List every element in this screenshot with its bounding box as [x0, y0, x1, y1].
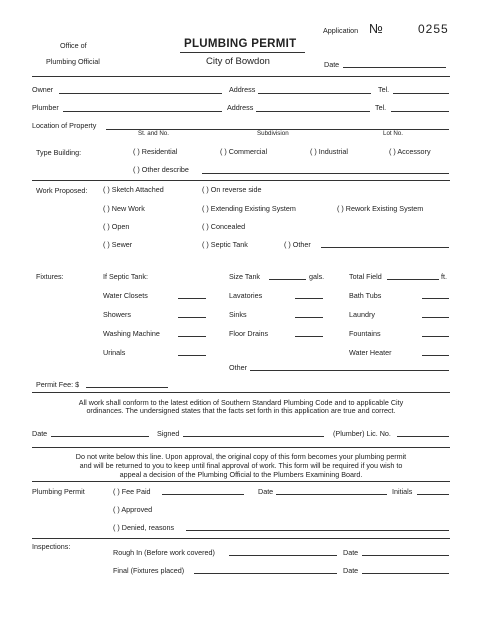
- office-line2: Plumbing Official: [46, 57, 100, 66]
- application-label: Application: [323, 26, 359, 35]
- type-other-option[interactable]: ( ) Other describe: [133, 165, 189, 174]
- type-other-field[interactable]: [202, 173, 449, 174]
- plumber-label: Plumber: [32, 103, 59, 112]
- city-name: City of Bowdon: [206, 56, 270, 67]
- fee-paid-option[interactable]: ( ) Fee Paid: [113, 487, 151, 496]
- final-field[interactable]: [194, 573, 337, 574]
- denied-reasons-field[interactable]: [186, 530, 449, 531]
- work-sketch-attached-option[interactable]: ( ) Sketch Attached: [103, 185, 164, 194]
- inspections-label: Inspections:: [32, 542, 71, 551]
- office-date-label: Date: [258, 487, 274, 496]
- initials-field[interactable]: [417, 494, 449, 495]
- type-building-label: Type Building:: [36, 148, 82, 157]
- license-field[interactable]: [397, 436, 449, 437]
- fixture-water-heater-field[interactable]: [422, 355, 449, 356]
- owner-label: Owner: [32, 85, 54, 94]
- fixture-sinks: Sinks: [229, 310, 247, 319]
- final-date-field[interactable]: [362, 573, 449, 574]
- total-field-label: Total Field: [349, 272, 382, 281]
- final-date-label: Date: [343, 566, 359, 575]
- signed-field[interactable]: [183, 436, 324, 437]
- fixture-showers: Showers: [103, 310, 131, 319]
- header-divider: [32, 76, 450, 77]
- title-underline: [180, 52, 305, 53]
- fixtures-label: Fixtures:: [36, 272, 64, 281]
- work-extending-option[interactable]: ( ) Extending Existing System: [202, 204, 296, 213]
- type-commercial-option[interactable]: ( ) Commercial: [220, 147, 268, 156]
- signature-date-field[interactable]: [51, 436, 149, 437]
- permit-fee-field[interactable]: [86, 387, 168, 388]
- work-open-option[interactable]: ( ) Open: [103, 222, 130, 231]
- if-septic-label: If Septic Tank:: [103, 272, 149, 281]
- fixture-washing-machine-field[interactable]: [178, 336, 206, 337]
- section-divider-3: [32, 447, 450, 448]
- fixture-bath-tubs-field[interactable]: [422, 298, 449, 299]
- section-divider-4: [32, 481, 450, 482]
- fixture-urinals: Urinals: [103, 348, 126, 357]
- fixture-fountains-field[interactable]: [422, 336, 449, 337]
- section-divider-5: [32, 538, 450, 539]
- fixture-floor-drains-field[interactable]: [295, 336, 323, 337]
- fee-paid-field[interactable]: [162, 494, 244, 495]
- plumber-address-label: Address: [227, 103, 254, 112]
- rough-in-date-field[interactable]: [362, 555, 449, 556]
- work-other-field[interactable]: [321, 247, 449, 248]
- work-reverse-side-option[interactable]: ( ) On reverse side: [202, 185, 262, 194]
- plumber-address-field[interactable]: [256, 111, 370, 112]
- fixture-laundry-field[interactable]: [422, 317, 449, 318]
- signed-label: Signed: [157, 429, 180, 438]
- license-label: (Plumber) Lic. No.: [333, 429, 391, 438]
- location-street-caption: St. and No.: [138, 130, 169, 137]
- page-title: PLUMBING PERMIT: [184, 38, 297, 50]
- type-residential-option[interactable]: ( ) Residential: [133, 147, 178, 156]
- work-septic-tank-option[interactable]: ( ) Septic Tank: [202, 240, 248, 249]
- plumber-field[interactable]: [63, 111, 222, 112]
- fixture-showers-field[interactable]: [178, 317, 206, 318]
- work-new-work-option[interactable]: ( ) New Work: [103, 204, 145, 213]
- fixture-other-field[interactable]: [250, 370, 449, 371]
- final-label: Final (Fixtures placed): [113, 566, 185, 575]
- plumbing-permit-label: Plumbing Permit: [32, 487, 85, 496]
- work-proposed-label: Work Proposed:: [36, 186, 88, 195]
- fixture-water-closets: Water Closets: [103, 291, 148, 300]
- fixture-water-heater: Water Heater: [349, 348, 392, 357]
- header-date-label: Date: [324, 60, 340, 69]
- fixture-lavatories-field[interactable]: [295, 298, 323, 299]
- owner-address-field[interactable]: [258, 93, 371, 94]
- gals-unit: gals.: [309, 272, 325, 281]
- fixture-urinals-field[interactable]: [178, 355, 206, 356]
- conformance-line2: ordinances. The undersigned states that the facts set forth in this application are true and correct.: [86, 406, 396, 415]
- owner-field[interactable]: [59, 93, 222, 94]
- owner-tel-field[interactable]: [393, 93, 449, 94]
- work-concealed-option[interactable]: ( ) Concealed: [202, 222, 246, 231]
- section-divider-1: [32, 180, 450, 181]
- total-field-input[interactable]: [387, 279, 439, 280]
- section-divider-2: [32, 392, 450, 393]
- signature-date-label: Date: [32, 429, 48, 438]
- fixture-other-label: Other: [229, 363, 247, 372]
- office-line1: Office of: [60, 41, 87, 50]
- work-sewer-option[interactable]: ( ) Sewer: [103, 240, 133, 249]
- fixture-sinks-field[interactable]: [295, 317, 323, 318]
- plumber-tel-field[interactable]: [391, 111, 449, 112]
- location-label: Location of Property: [32, 121, 97, 130]
- initials-label: Initials: [392, 487, 413, 496]
- fixture-bath-tubs: Bath Tubs: [349, 291, 382, 300]
- rough-in-field[interactable]: [229, 555, 337, 556]
- size-tank-label: Size Tank: [229, 272, 261, 281]
- fixture-floor-drains: Floor Drains: [229, 329, 269, 338]
- office-date-field[interactable]: [276, 494, 387, 495]
- notice-line3: appeal a decision of the Plumbing Official to the Plumbers Examining Board.: [119, 470, 363, 479]
- fixture-fountains: Fountains: [349, 329, 381, 338]
- owner-tel-label: Tel.: [378, 85, 390, 94]
- denied-option[interactable]: ( ) Denied, reasons: [113, 523, 175, 532]
- application-number: 0255: [418, 22, 449, 36]
- notice-line2: and will be returned to you to keep until final approval of work. This form will be required if you wish to: [79, 461, 403, 470]
- fixture-laundry: Laundry: [349, 310, 375, 319]
- conformance-line1: All work shall conform to the latest edition of Southern Standard Plumbing Code and to applicable City: [78, 398, 404, 407]
- location-subdivision-caption: Subdivision: [257, 130, 289, 137]
- fixture-lavatories: Lavatories: [229, 291, 263, 300]
- header-date-field[interactable]: [343, 67, 446, 68]
- ft-unit: ft.: [441, 272, 447, 281]
- permit-fee-label: Permit Fee: $: [36, 380, 80, 389]
- plumber-tel-label: Tel.: [375, 103, 387, 112]
- number-sign: №: [369, 21, 383, 36]
- notice-line1: Do not write below this line. Upon approval, the original copy of this form becomes your plumbing permit: [75, 452, 407, 461]
- rough-in-date-label: Date: [343, 548, 359, 557]
- rough-in-label: Rough In (Before work covered): [113, 548, 215, 557]
- work-rework-option[interactable]: ( ) Rework Existing System: [337, 204, 424, 213]
- fixture-water-closets-field[interactable]: [178, 298, 206, 299]
- type-accessory-option[interactable]: ( ) Accessory: [389, 147, 431, 156]
- work-other-option[interactable]: ( ) Other: [284, 240, 311, 249]
- size-tank-field[interactable]: [269, 279, 306, 280]
- owner-address-label: Address: [229, 85, 256, 94]
- approved-option[interactable]: ( ) Approved: [113, 505, 153, 514]
- location-lot-caption: Lot No.: [383, 130, 403, 137]
- fixture-washing-machine: Washing Machine: [103, 329, 160, 338]
- type-industrial-option[interactable]: ( ) Industrial: [310, 147, 348, 156]
